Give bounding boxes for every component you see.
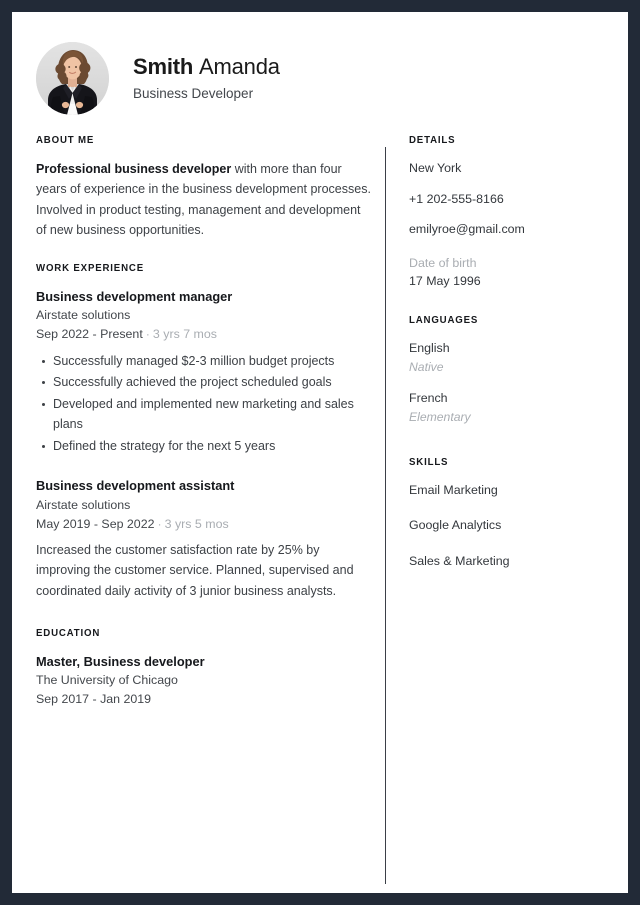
- left-column: [36, 134, 374, 709]
- language-item: [409, 339, 599, 376]
- section-heading-details: DETAILS: [409, 134, 456, 146]
- language-level: Elementary: [409, 409, 471, 424]
- detail-phone: +1 202-555-8166: [409, 191, 504, 206]
- work-entry-title: Business development manager: [36, 289, 233, 304]
- section-heading-work-experience: WORK EXPERIENCE: [36, 262, 144, 274]
- language-item: [409, 389, 599, 426]
- job-title: Business Developer: [133, 85, 254, 101]
- work-entry-dates: Sep 2022 - Present: [36, 327, 143, 342]
- work-entry-duration: 3 yrs 5 mos: [164, 516, 229, 531]
- resume-header: [36, 32, 596, 124]
- column-divider: [385, 147, 386, 884]
- detail-dob-value: 17 May 1996: [409, 274, 481, 289]
- bullet-item: Successfully managed $2-3 million budget projects: [53, 352, 374, 372]
- work-entry-meta: [36, 325, 374, 344]
- section-skills: [409, 456, 599, 571]
- detail-dob-label: Date of birth: [409, 255, 477, 270]
- last-name: Smith: [133, 54, 194, 80]
- language-name: English: [409, 341, 450, 356]
- work-entry-duration: 3 yrs 7 mos: [152, 327, 217, 342]
- profile-photo-image: [36, 42, 109, 115]
- language-level: Native: [409, 359, 444, 374]
- detail-location: New York: [409, 161, 462, 175]
- section-work-experience: [36, 262, 374, 601]
- skill-item: Sales & Marketing: [409, 554, 510, 569]
- section-about-me: [36, 134, 374, 240]
- bullet-item: Defined the strategy for the next 5 years: [53, 437, 374, 457]
- section-heading-education: EDUCATION: [36, 626, 101, 639]
- skill-item: Email Marketing: [409, 482, 498, 497]
- about-me-rest: with more than four years of experience in the business development processes. Involved in product testing, management and development of new business opportunities.: [36, 162, 371, 237]
- section-details: [409, 134, 599, 291]
- section-heading-about-me: ABOUT ME: [36, 134, 95, 146]
- work-entry-bullets: [36, 352, 374, 457]
- work-entry-title: Business development assistant: [36, 478, 235, 494]
- first-name: Amanda: [199, 54, 280, 80]
- education-entry-dates: Sep 2017 - Jan 2019: [36, 692, 152, 707]
- work-entry: [36, 287, 374, 456]
- meta-separator: ·: [145, 327, 150, 342]
- name-block: [133, 53, 280, 103]
- work-entry-meta: [36, 515, 374, 534]
- education-entry-org: The University of Chicago: [36, 672, 178, 687]
- section-heading-skills: SKILLS: [409, 455, 449, 468]
- right-column: [409, 134, 599, 588]
- section-education: [36, 627, 374, 710]
- education-entry: [36, 652, 374, 710]
- section-languages: [409, 314, 599, 426]
- avatar: [36, 42, 109, 115]
- resume-page: [12, 12, 628, 893]
- about-me-text: [36, 159, 374, 240]
- full-name: [133, 53, 280, 81]
- skill-item: Google Analytics: [409, 518, 502, 533]
- bullet-item: Successfully achieved the project scheduled goals: [53, 373, 374, 393]
- work-entry: [36, 476, 374, 600]
- work-entry-org: Airstate solutions: [36, 497, 131, 512]
- work-entry-dates: May 2019 - Sep 2022: [36, 516, 155, 531]
- work-entry-org: Airstate solutions: [36, 308, 131, 323]
- education-entry-title: Master, Business developer: [36, 653, 205, 669]
- meta-separator: ·: [157, 516, 162, 531]
- work-entry-description: Increased the customer satisfaction rate by 25% by improving the customer service. Planned, supervised and coordinated daily activity of 3 junior business analysts.: [36, 543, 354, 598]
- about-me-lead: Professional business developer: [36, 162, 232, 176]
- language-name: French: [409, 390, 448, 405]
- bullet-item: Developed and implemented new marketing and sales plans: [53, 395, 374, 435]
- detail-email[interactable]: emilyroe@gmail.com: [409, 222, 525, 237]
- section-heading-languages: LANGUAGES: [409, 314, 479, 327]
